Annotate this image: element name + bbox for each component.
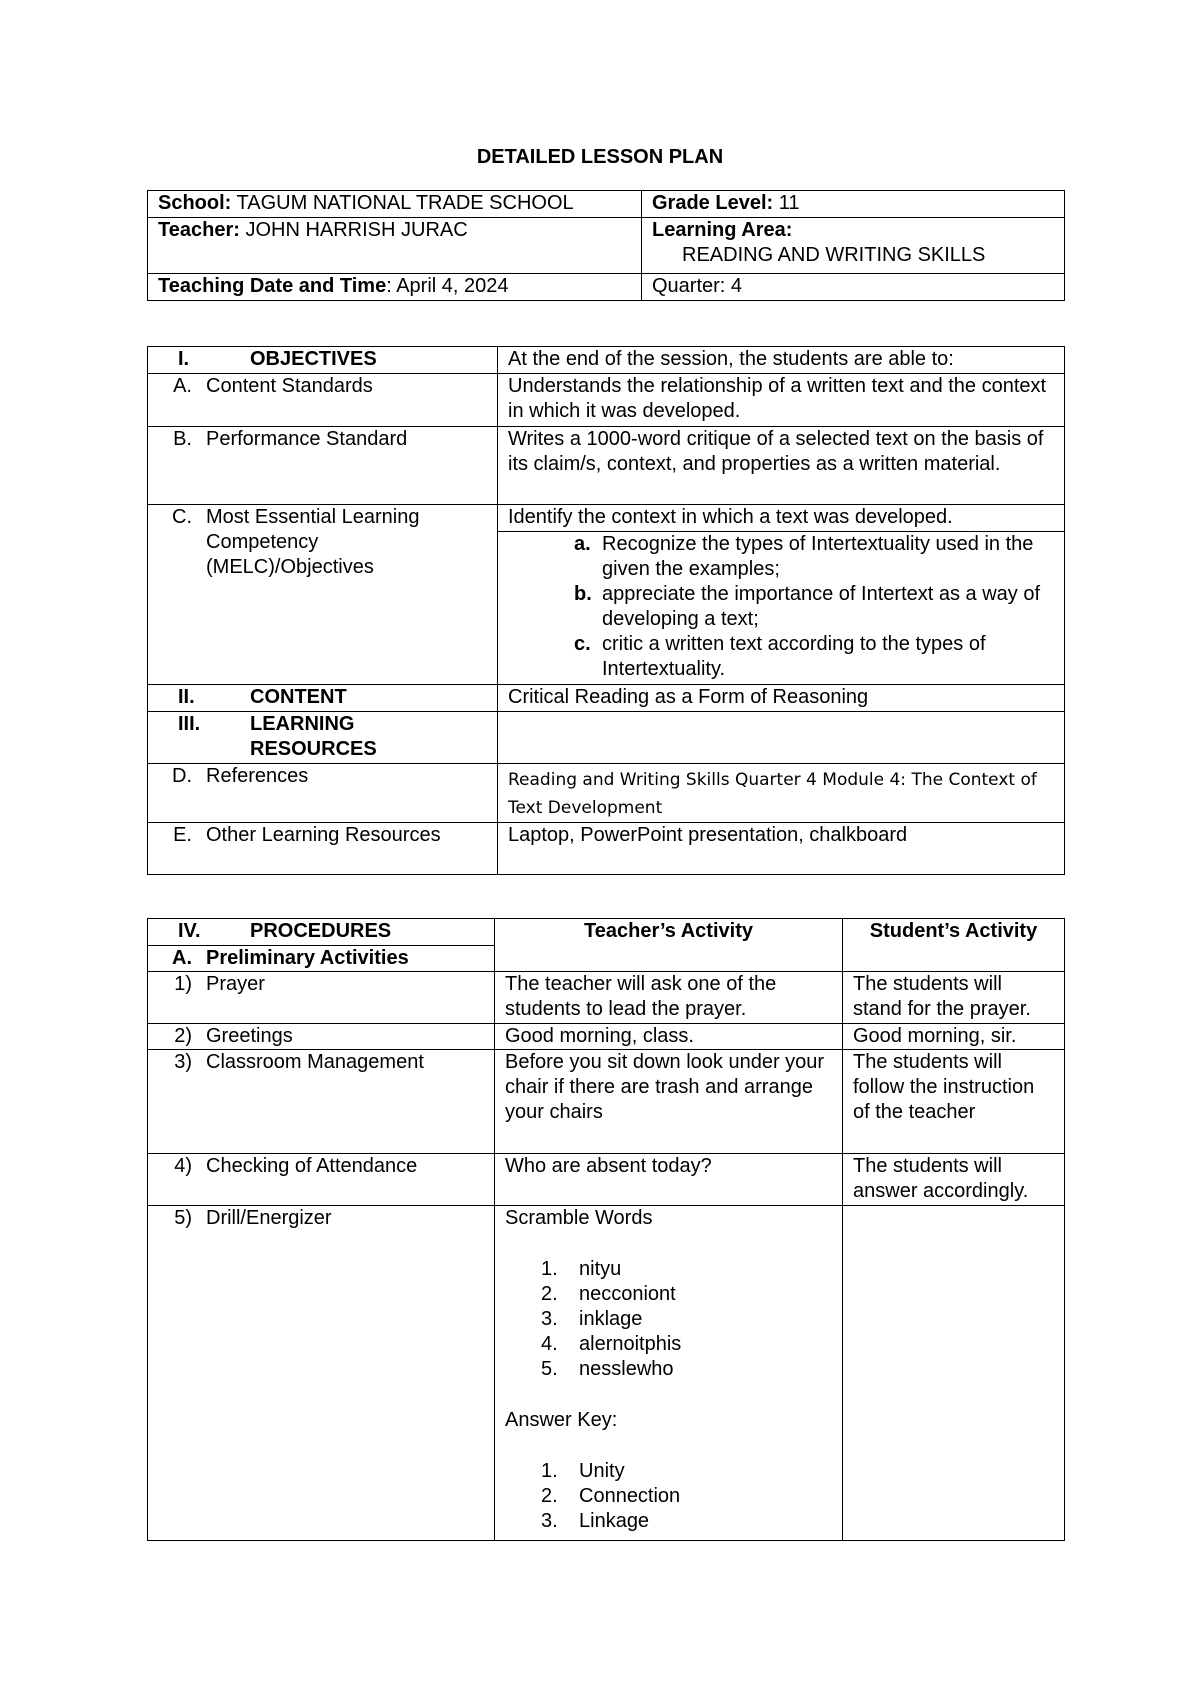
list-item: 5. nesslewho — [541, 1358, 674, 1380]
grade-level-cell: Grade Level: 11 — [642, 191, 1065, 218]
procedure-label: 4) Checking of Attendance — [148, 1154, 495, 1206]
list-item: 4. alernoitphis — [541, 1333, 682, 1355]
melc-label: C. Most Essential Learning Competency (MELC)/Objectives — [148, 505, 498, 685]
learning-area-cell: Learning Area: READING AND WRITING SKILLS — [642, 218, 1065, 274]
quarter-cell: Quarter: 4 — [642, 274, 1065, 301]
content-standards-label: A. Content Standards — [148, 374, 498, 427]
drill-teacher-activity — [495, 1206, 843, 1541]
procedure-label: 5) Drill/Energizer — [148, 1206, 495, 1541]
student-activity: The students will answer accordingly. — [843, 1154, 1065, 1206]
content-heading: II. CONTENT — [148, 685, 498, 712]
teacher-activity: Before you sit down look under your chair if there are trash and arrange your chairs — [495, 1050, 843, 1154]
objective-item: a. Recognize the types of Intertextuality used in the given the examples; — [574, 533, 1034, 580]
procedure-label: 2) Greetings — [148, 1024, 495, 1050]
teaching-date-cell: Teaching Date and Time: April 4, 2024 — [148, 274, 642, 301]
page-title: DETAILED LESSON PLAN — [476, 146, 724, 168]
scramble-word-list — [505, 1257, 832, 1382]
learning-resources-value — [498, 712, 1065, 764]
teacher-activity: The teacher will ask one of the students to lead the prayer. — [495, 972, 843, 1024]
melc-objectives-list — [498, 532, 1065, 685]
content-standards-value: Understands the relationship of a written text and the context in which it was developed. — [498, 374, 1065, 427]
objective-item: c. critic a written text according to the types of Intertextuality. — [574, 633, 986, 680]
drill-student-activity — [843, 1206, 1065, 1541]
objective-item: b. appreciate the importance of Intertext as a way of developing a text; — [574, 583, 1041, 630]
other-resources-label: E. Other Learning Resources — [148, 823, 498, 875]
school-cell: School: TAGUM NATIONAL TRADE SCHOOL — [148, 191, 642, 218]
list-item: 1. Unity — [541, 1460, 625, 1482]
teacher-cell: Teacher: JOHN HARRISH JURAC — [148, 218, 642, 274]
answer-key-heading: Answer Key: — [505, 1409, 618, 1431]
list-item: 2. Connection — [541, 1485, 681, 1507]
teacher-activity: Who are absent today? — [495, 1154, 843, 1206]
procedure-label: 3) Classroom Management — [148, 1050, 495, 1154]
header-table — [147, 190, 1065, 301]
preliminary-activities-heading: A. Preliminary Activities — [148, 946, 495, 972]
student-activity: Good morning, sir. — [843, 1024, 1065, 1050]
list-item: 1. nityu — [541, 1258, 622, 1280]
learning-resources-heading: III. LEARNING RESOURCES — [148, 712, 498, 764]
procedures-table — [147, 918, 1065, 1541]
procedures-heading: IV. PROCEDURES — [148, 919, 495, 946]
teacher-activity: Good morning, class. — [495, 1024, 843, 1050]
performance-standard-label: B. Performance Standard — [148, 427, 498, 505]
list-item: 2. necconiont — [541, 1283, 676, 1305]
objectives-table — [147, 346, 1065, 875]
references-value: Reading and Writing Skills Quarter 4 Module 4: The Context of Text Development — [498, 764, 1065, 823]
student-activity: The students will stand for the prayer. — [843, 972, 1065, 1024]
answer-key-list — [505, 1459, 832, 1534]
student-activity: The students will follow the instruction of the teacher — [843, 1050, 1065, 1154]
list-item: 3. inklage — [541, 1308, 643, 1330]
list-item: 3. Linkage — [541, 1510, 650, 1532]
performance-standard-value: Writes a 1000-word critique of a selected text on the basis of its claim/s, context, and properties as a written material. — [498, 427, 1065, 505]
content-value: Critical Reading as a Form of Reasoning — [498, 685, 1065, 712]
references-label: D. References — [148, 764, 498, 823]
student-activity-header: Student’s Activity — [843, 919, 1065, 972]
melc-value: Identify the context in which a text was developed. — [498, 505, 1065, 532]
objectives-intro: At the end of the session, the students are able to: — [498, 347, 1065, 374]
other-resources-value: Laptop, PowerPoint presentation, chalkboard — [498, 823, 1065, 875]
procedure-label: 1) Prayer — [148, 972, 495, 1024]
teacher-activity-header: Teacher’s Activity — [495, 919, 843, 972]
objectives-heading: I. OBJECTIVES — [148, 347, 498, 374]
scramble-heading: Scramble Words — [505, 1207, 653, 1229]
